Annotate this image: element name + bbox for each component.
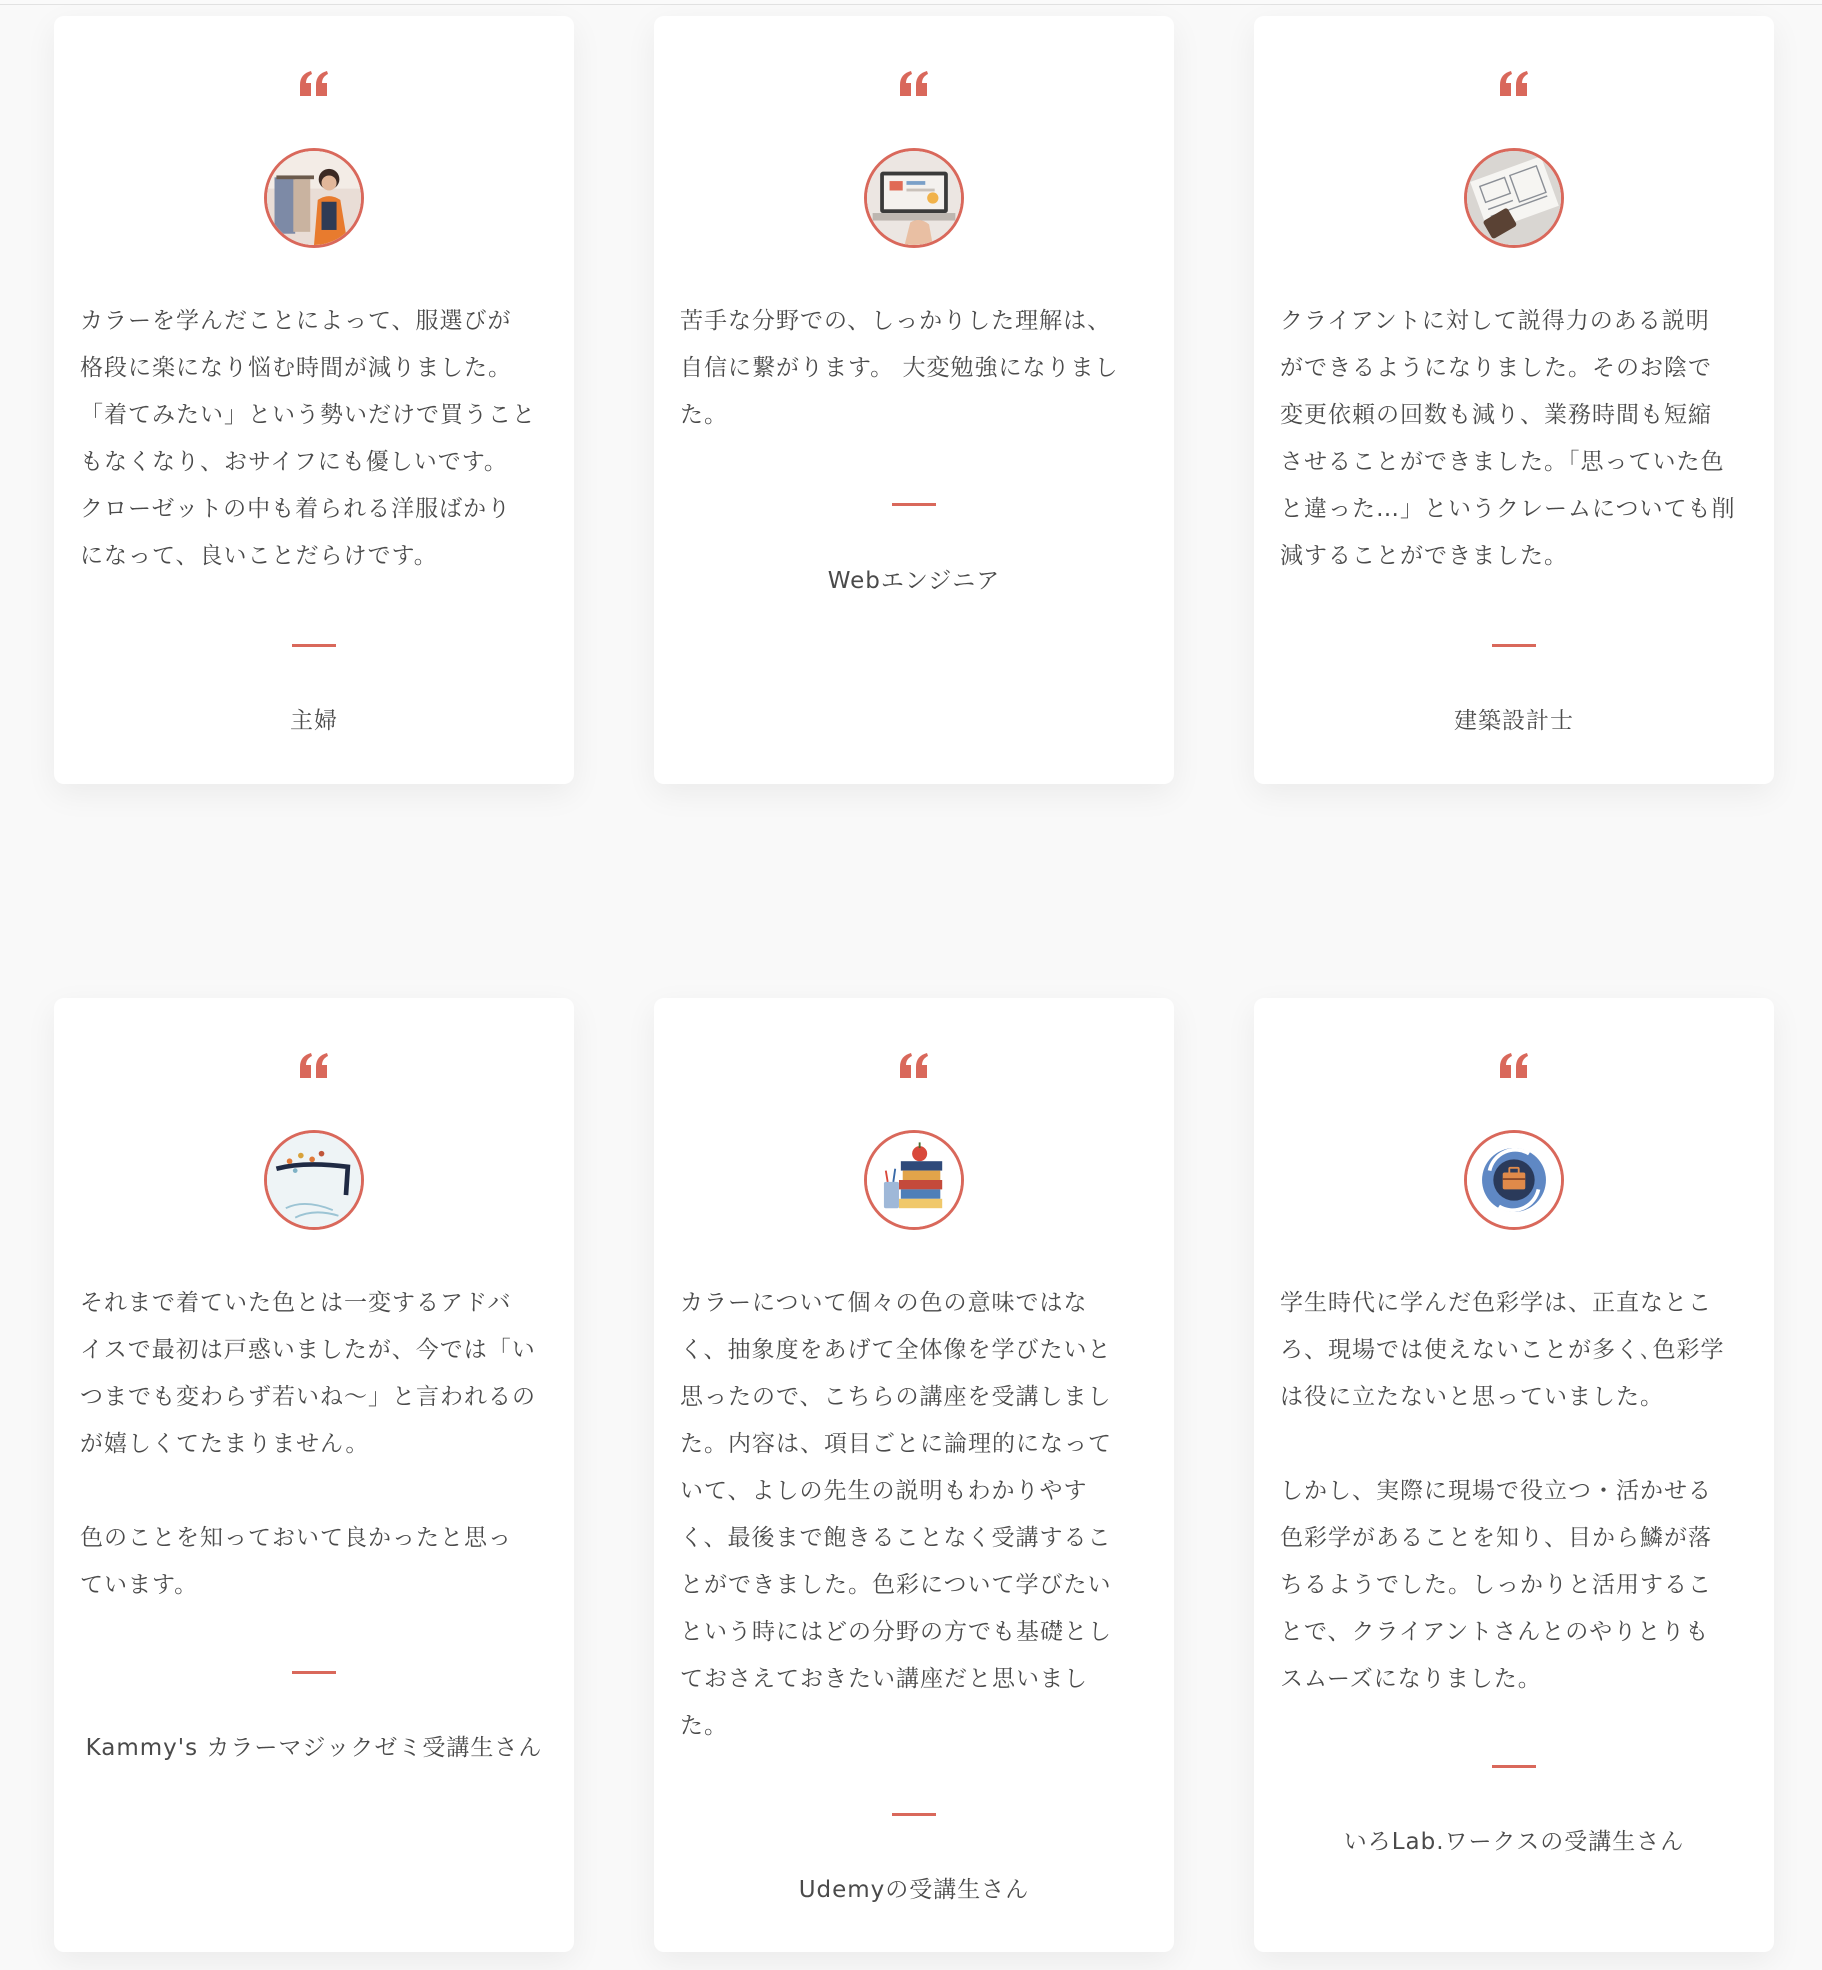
author-divider (892, 503, 936, 506)
testimonial-card (54, 16, 574, 784)
laptop-icon (867, 151, 961, 245)
branch-illustration-icon (267, 1133, 361, 1227)
author-name: Udemyの受講生さん (798, 1877, 1030, 1903)
quote-icon (654, 70, 1174, 110)
top-divider (0, 0, 1822, 5)
testimonial-text: 苦手な分野での、しっかりした理解は、 自信に繋がります。 大変勉強になりまし た。 (680, 308, 1119, 428)
quote-icon (1254, 70, 1774, 110)
author-name: Kammy's カラーマジックゼミ受講生さん (85, 1735, 543, 1761)
testimonial-card (654, 998, 1174, 1952)
clothes-shopping-icon (267, 151, 361, 245)
avatar (864, 1130, 964, 1230)
avatar (264, 148, 364, 248)
author-name: 主婦 (290, 708, 338, 734)
quote-icon (1254, 1052, 1774, 1092)
testimonial-card (1254, 16, 1774, 784)
author-divider (892, 1813, 936, 1816)
author-divider (1492, 644, 1536, 647)
books-apple-icon (867, 1133, 961, 1227)
author-divider (292, 1671, 336, 1674)
testimonial-text: カラーについて個々の色の意味ではな く、抽象度をあげて全体像を学びたいと 思ったので、こちらの講座を受講しまし た。内容は、項目ごとに論理的になって いて、よしの先生の説明もわかりやす く、最後まで飽きることなく受講するこ とができました。色彩について学びたい という時にはどの分野の方でも基礎とし ておさえておきたい講座だと思いまし た。 (680, 1290, 1112, 1739)
avatar (1464, 148, 1564, 248)
testimonial-text: 学生時代に学んだ色彩学は、正直なとこ ろ、現場では使えないことが多く､色彩学 は役に立たないと思っていました。 しかし、実際に現場で役立つ・活かせる 色彩学があることを知り、目から鱗が落 ちるようでした。しっかりと活用するこ とで、クライアントさんとのやりとりも スムーズになりました。 (1280, 1290, 1725, 1692)
quote-icon (654, 1052, 1174, 1092)
briefcase-cycle-icon (1467, 1133, 1561, 1227)
quote-icon (54, 1052, 574, 1092)
avatar (264, 1130, 364, 1230)
quote-icon (54, 70, 574, 110)
avatar (1464, 1130, 1564, 1230)
author-name: Webエンジニア (827, 568, 1001, 594)
testimonial-card (1254, 998, 1774, 1952)
testimonial-text: それまで着ていた色とは一変するアドバ イスで最初は戸惑いましたが、今では「い つまでも変わらず若いね〜」と言われるの が嬉しくてたまりません。 色のことを知っておいて良かったと思っ ています。 (80, 1290, 536, 1598)
author-name: 建築設計士 (1454, 708, 1574, 734)
author-divider (292, 644, 336, 647)
testimonial-card (54, 998, 574, 1952)
author-divider (1492, 1765, 1536, 1768)
avatar (864, 148, 964, 248)
testimonial-card (654, 16, 1174, 784)
author-name: いろLab.ワークスの受講生さん (1343, 1829, 1685, 1855)
testimonial-text: カラーを学んだことによって、服選びが 格段に楽になり悩む時間が減りました。 「着てみたい」という勢いだけで買うこと もなくなり、おサイフにも優しいです。 クローゼットの中も着られる洋服ばかり になって、良いことだらけです。 (80, 308, 536, 569)
testimonial-text: クライアントに対して説得力のある説明 ができるようになりました。そのお陰で 変更依頼の回数も減り、業務時間も短縮 させることができました。「思っていた色 と違った…」というクレームについても削 減することができました。 (1280, 308, 1736, 569)
blueprint-icon (1467, 151, 1561, 245)
